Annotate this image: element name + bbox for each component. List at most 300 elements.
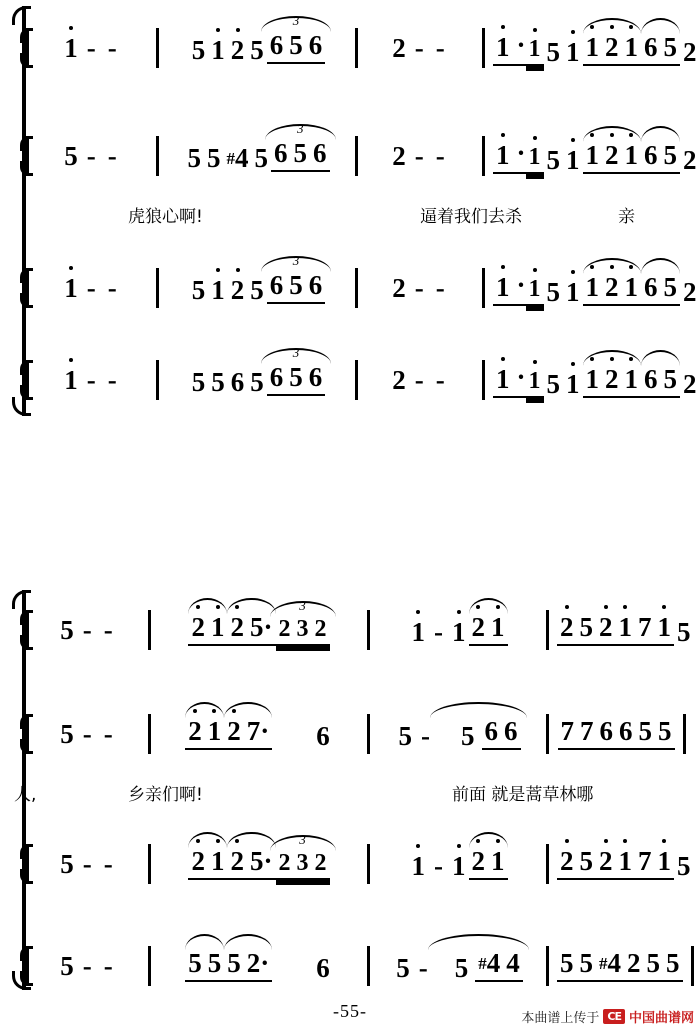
- note: 1: [616, 614, 636, 641]
- note-beam-group: [635, 614, 674, 646]
- note-dash: -: [82, 718, 92, 749]
- measure: [557, 614, 694, 646]
- barline: [148, 946, 151, 986]
- note-beam-group: [188, 848, 227, 880]
- barline: [482, 268, 485, 308]
- note: 4: [506, 948, 520, 978]
- note: 5: [191, 275, 206, 305]
- note: 2: [557, 848, 577, 875]
- barline: [156, 268, 159, 308]
- note: 1: [563, 39, 583, 66]
- note-dash: -: [421, 721, 430, 751]
- note: 2: [602, 366, 622, 393]
- note-triplet-group: [267, 253, 326, 304]
- note: 6: [484, 716, 498, 746]
- note-beam-group: [227, 848, 275, 880]
- note: 3: [296, 616, 309, 642]
- staff-brace: [18, 358, 36, 402]
- staff-brace: [18, 608, 36, 652]
- note: 5: [293, 138, 307, 168]
- note-dash: -: [435, 32, 445, 63]
- measure: [378, 848, 538, 880]
- note-dash: -: [103, 614, 113, 645]
- measure: [167, 121, 347, 173]
- note: 1: [493, 274, 513, 301]
- note: 2: [227, 614, 247, 641]
- barline: [546, 844, 549, 884]
- note: 1: [205, 718, 225, 745]
- triplet-mark: 3: [299, 832, 306, 847]
- note: 5: [207, 948, 222, 978]
- note-dash: -: [86, 32, 96, 63]
- staff-brace: [18, 26, 36, 70]
- note-beam-group: [469, 848, 508, 880]
- note: 5: [663, 32, 678, 62]
- note: 5: [207, 143, 221, 173]
- measure: [378, 718, 538, 750]
- note: 6: [274, 138, 288, 168]
- note: 5: [546, 37, 561, 67]
- note: 6: [269, 270, 284, 300]
- note-dash: -: [434, 617, 443, 647]
- measure: [159, 718, 359, 750]
- note: 6: [308, 270, 323, 300]
- upload-credit: [521, 1007, 694, 1026]
- barline: [355, 28, 358, 68]
- credit-prefix: 本曲谱上传于: [521, 1011, 600, 1026]
- barline: [156, 28, 159, 68]
- staff-1-2: [18, 121, 697, 182]
- triplet-mark: 3: [292, 13, 300, 28]
- note: 2: [188, 848, 208, 875]
- barline: [482, 28, 485, 68]
- measure: [167, 253, 347, 305]
- measure: [493, 30, 700, 66]
- note: 1: [409, 853, 429, 880]
- measure: [366, 32, 474, 63]
- note: 1: [526, 37, 544, 61]
- note: 5: [663, 364, 678, 394]
- note-beam-group: [224, 950, 272, 982]
- staff-2-4: [18, 940, 694, 992]
- note: 5: [579, 948, 593, 978]
- note: 1: [493, 366, 513, 393]
- measure: [366, 272, 474, 303]
- note: 2: [278, 850, 291, 876]
- note: 2: [683, 277, 697, 307]
- measure-group: [36, 121, 700, 176]
- note: 1: [208, 37, 228, 64]
- note: 2: [596, 614, 616, 641]
- note-beam-group: [185, 950, 224, 982]
- note: 5: [60, 614, 74, 645]
- note-beam-group: [641, 142, 680, 174]
- note: 2: [227, 848, 247, 875]
- note: 5: [191, 367, 206, 397]
- barline: [546, 610, 549, 650]
- note-beam-group: [224, 718, 272, 750]
- note-beam-group: [641, 34, 680, 66]
- note: 2: [392, 272, 406, 303]
- note: 2: [627, 948, 641, 978]
- note-dash: -: [82, 614, 92, 645]
- note: 5 ·: [247, 614, 276, 641]
- note: 5: [211, 367, 225, 397]
- staff-2-3: [18, 832, 694, 890]
- measure: [36, 614, 140, 645]
- note: 6: [313, 138, 327, 168]
- note-beam-group: [526, 277, 544, 306]
- system-1: [0, 0, 700, 399]
- note: 1: [583, 34, 603, 61]
- note: 5: [677, 617, 691, 647]
- note-dash: -: [82, 950, 92, 981]
- note: 1: [583, 142, 603, 169]
- note: 2: [602, 274, 622, 301]
- note: 5: [658, 716, 672, 746]
- barline: [482, 360, 485, 400]
- note: 1: [563, 371, 583, 398]
- measure: [366, 140, 474, 171]
- note: 6: [316, 953, 330, 983]
- note: 6: [644, 140, 658, 170]
- note: 5: [60, 848, 74, 879]
- note-dash: -: [86, 272, 96, 303]
- note: 1: [622, 366, 642, 393]
- staff-brace: [18, 712, 36, 756]
- note: [493, 362, 526, 398]
- note: 1: [449, 619, 469, 646]
- note: 5: [289, 270, 303, 300]
- note: 1: [563, 147, 583, 174]
- measure: [557, 848, 694, 880]
- note: 2: [469, 614, 489, 641]
- note: 2: [228, 37, 248, 64]
- note-triplet-group: [276, 598, 330, 646]
- note: 5: [579, 612, 593, 642]
- note: 2: [278, 616, 291, 642]
- note-dash: -: [434, 851, 443, 881]
- note-beam-group: [558, 718, 597, 750]
- note: 5: [188, 948, 202, 978]
- note-dash: -: [103, 718, 113, 749]
- note: 5: [250, 35, 264, 65]
- note-triplet-group: [276, 832, 330, 880]
- note-triplet-group: [267, 345, 326, 396]
- note: 1: [563, 279, 583, 306]
- measure: [167, 345, 347, 397]
- note: 6: [269, 30, 284, 60]
- measure: [378, 950, 538, 982]
- measure-group: [36, 946, 700, 986]
- barline: [546, 946, 549, 986]
- barline: [156, 360, 159, 400]
- barline: [367, 714, 370, 754]
- note: 5: [396, 953, 410, 983]
- note: 2: [314, 850, 327, 876]
- staff-1-4: [18, 345, 697, 406]
- note-beam-group: [557, 614, 596, 646]
- note-dash: -: [107, 364, 117, 395]
- note: 2: [188, 614, 208, 641]
- note-beam-group: [635, 848, 674, 880]
- staff-1-1: [18, 13, 697, 74]
- note: 5: [254, 143, 268, 173]
- note: 6: [308, 362, 323, 392]
- staff-brace: [18, 134, 36, 178]
- note: 6: [230, 367, 245, 397]
- note: 2: [596, 848, 616, 875]
- lyric-row-1: [0, 202, 700, 228]
- note: 5: [398, 721, 412, 751]
- note-sharp: #4: [478, 948, 501, 978]
- measure-group: [36, 13, 700, 68]
- note: 6: [644, 364, 658, 394]
- measure: [36, 32, 148, 63]
- note-triplet-group: [271, 121, 330, 172]
- note: 2: [314, 616, 327, 642]
- lyric-text: 前面 就是蒿草林哪: [452, 785, 594, 805]
- note: 5: [60, 950, 74, 981]
- note: 5: [289, 362, 303, 392]
- note: 6: [599, 716, 613, 746]
- lyric-text: 虎狼心啊!: [128, 207, 203, 227]
- note-beam-group: [482, 718, 521, 750]
- note-beam-group: [526, 369, 544, 398]
- note: 1: [526, 277, 544, 301]
- measure-group: [36, 253, 700, 308]
- note-beam-group: [583, 142, 642, 174]
- note: 5: [579, 846, 593, 876]
- note: 5: [250, 367, 264, 397]
- note: 2: [228, 277, 248, 304]
- barline: [355, 360, 358, 400]
- measure: [36, 718, 140, 749]
- note-sharp: #4: [226, 143, 249, 173]
- barline: [148, 610, 151, 650]
- measure: [36, 140, 148, 171]
- note: 5: [546, 277, 561, 307]
- note: 1: [583, 366, 603, 393]
- note: 1: [449, 853, 469, 880]
- measure-group: [36, 832, 700, 884]
- note: 5: [638, 716, 652, 746]
- note: 1: [622, 34, 642, 61]
- note: 1: [61, 367, 81, 394]
- note: 1: [208, 277, 228, 304]
- note: 2: [185, 718, 205, 745]
- measure-group: [36, 345, 700, 400]
- note-beam-group: [526, 37, 544, 66]
- note: 6: [644, 32, 658, 62]
- note: 3: [296, 850, 309, 876]
- note: [493, 138, 526, 174]
- note: 5: [461, 721, 475, 751]
- note-seven: 7: [638, 846, 652, 876]
- note: 5: [227, 948, 241, 978]
- measure: [493, 138, 700, 174]
- note-beam-group: [596, 614, 635, 646]
- lyric-row-2: [0, 780, 700, 806]
- note-dash: -: [103, 848, 113, 879]
- note: 6: [644, 272, 658, 302]
- note: 2: [469, 848, 489, 875]
- measure: [366, 364, 474, 395]
- note: 6: [619, 716, 633, 746]
- note-triplet-group: [267, 13, 326, 64]
- measure: [36, 272, 148, 303]
- measure: [378, 614, 538, 646]
- note: [493, 270, 526, 306]
- note: 1: [493, 34, 513, 61]
- note-dash: -: [107, 272, 117, 303]
- staff-brace: [18, 266, 36, 310]
- lyric-text: 乡亲们啊!: [128, 785, 203, 805]
- note-beam-group: [641, 274, 680, 306]
- barline: [546, 714, 549, 754]
- triplet-mark: 3: [292, 253, 300, 268]
- note: 1: [622, 142, 642, 169]
- note-dash: -: [414, 32, 424, 63]
- staff-2-1: [18, 598, 694, 656]
- note-beam-group: [596, 848, 635, 880]
- measure: [36, 364, 148, 395]
- note: 2: [602, 34, 622, 61]
- note-dash: -: [107, 32, 117, 63]
- note: 5: [663, 140, 678, 170]
- measure: [159, 832, 359, 880]
- note-sharp: #4: [599, 948, 621, 978]
- triplet-mark: 3: [297, 121, 304, 136]
- note: 5: [191, 35, 206, 65]
- note: 1: [622, 274, 642, 301]
- note: 5: [454, 953, 469, 983]
- note: 6: [316, 721, 330, 751]
- note: 6: [504, 716, 518, 746]
- note: 5: [646, 948, 660, 978]
- note: 1: [655, 614, 675, 641]
- lyric-text: 人,: [14, 785, 37, 805]
- note-beam-group: [557, 848, 596, 880]
- system-2: [0, 580, 700, 1000]
- note: 5: [60, 718, 74, 749]
- note: 2: [683, 37, 697, 67]
- note: 1: [488, 848, 508, 875]
- measure: [557, 718, 675, 750]
- note-beam-group: [583, 366, 642, 398]
- note-beam-group: [644, 950, 683, 982]
- note-group: [436, 718, 521, 750]
- note: 6: [269, 362, 284, 392]
- site-name: 中国曲谱网: [628, 1011, 694, 1026]
- measure-group: [36, 598, 700, 650]
- note-dash: -: [107, 140, 117, 171]
- measure: [36, 950, 140, 981]
- note: 1: [493, 142, 513, 169]
- note: 5: [64, 140, 78, 171]
- note-beam-group: [583, 34, 642, 66]
- note-dash: -: [86, 364, 96, 395]
- note: 1: [61, 275, 81, 302]
- note: 5: [560, 948, 574, 978]
- note: 5: [663, 272, 678, 302]
- note: 2: [602, 142, 622, 169]
- triplet-mark: 3: [299, 598, 306, 613]
- note-beam-group: [227, 614, 275, 646]
- note-beam-group: [583, 274, 642, 306]
- barline: [367, 946, 370, 986]
- note: 2: [683, 369, 697, 399]
- note-dash: -: [435, 364, 445, 395]
- note-beam-group: [557, 950, 596, 982]
- note: 1: [616, 848, 636, 875]
- note-dash: -: [86, 140, 96, 171]
- barline: [683, 714, 686, 754]
- barline: [367, 610, 370, 650]
- lyric-text: 亲: [618, 207, 635, 227]
- note: 2: [392, 32, 406, 63]
- triplet-mark: 3: [292, 345, 300, 360]
- measure: [493, 270, 700, 306]
- note-beam-group: [188, 614, 227, 646]
- note: 5: [666, 948, 680, 978]
- note: 5: [546, 369, 561, 399]
- note-beam-group: [469, 614, 508, 646]
- staff-1-3: [18, 253, 697, 314]
- note-beam-group: [596, 950, 644, 982]
- note: 5: [546, 145, 561, 175]
- barline: [355, 268, 358, 308]
- note-dash: -: [414, 140, 424, 171]
- staff-brace: [18, 842, 36, 886]
- note: 2: [683, 145, 697, 175]
- note-seven: 7: [638, 612, 652, 642]
- barline: [148, 714, 151, 754]
- note-beam-group: [475, 950, 523, 982]
- note: 2: [392, 364, 406, 395]
- note: 7: [580, 716, 594, 746]
- note: 5: [250, 275, 264, 305]
- note: 1: [488, 614, 508, 641]
- note-dash: -: [82, 848, 92, 879]
- note-dash: -: [103, 950, 113, 981]
- note: 2: [557, 614, 577, 641]
- measure: [159, 950, 359, 982]
- note-beam-group: [597, 718, 636, 750]
- note: 5: [187, 143, 201, 173]
- note: 1: [61, 35, 81, 62]
- measure: [36, 848, 140, 879]
- note: 7: [560, 716, 574, 746]
- note: 1: [208, 848, 228, 875]
- note: 6: [308, 30, 323, 60]
- note-dash: -: [414, 364, 424, 395]
- barline: [148, 844, 151, 884]
- barline: [691, 946, 694, 986]
- barline: [355, 136, 358, 176]
- note: 5: [677, 851, 691, 881]
- note: 1: [526, 145, 544, 169]
- measure: [493, 362, 700, 398]
- note-group: [434, 950, 523, 982]
- note: 1: [655, 848, 675, 875]
- note-dash: -: [435, 272, 445, 303]
- note: 1: [583, 274, 603, 301]
- barline: [367, 844, 370, 884]
- note-beam-group: [526, 145, 544, 174]
- staff-2-2: [18, 708, 694, 760]
- note-beam-group: [185, 718, 224, 750]
